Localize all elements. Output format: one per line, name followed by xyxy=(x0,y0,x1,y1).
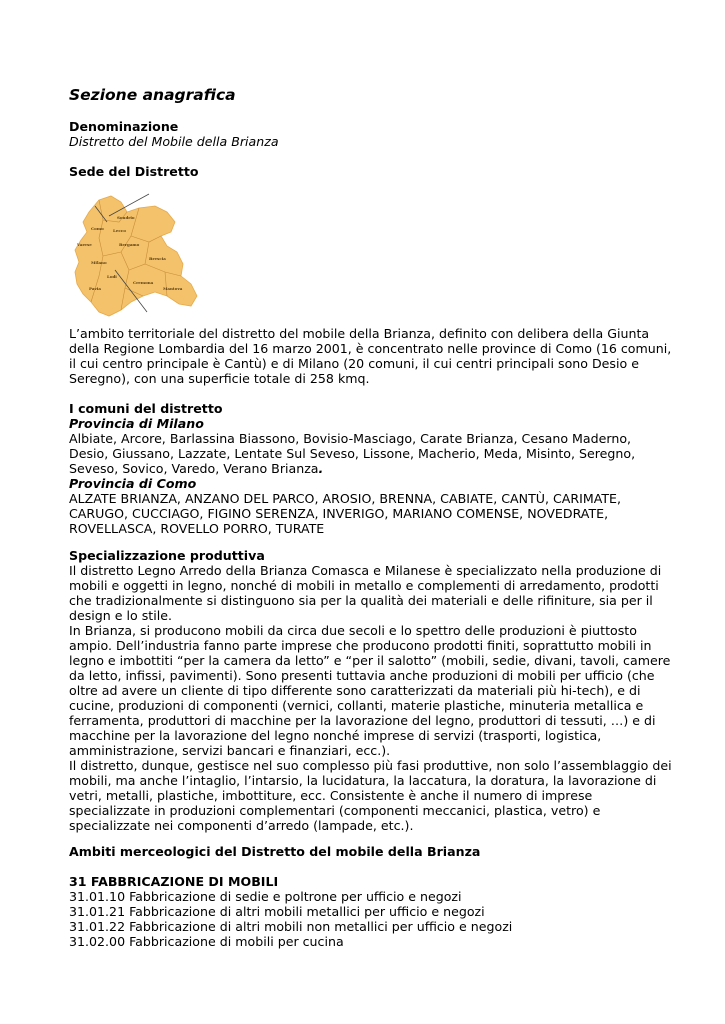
lombardy-map-image xyxy=(69,192,203,322)
text-line: che tradizionalmente si distinguono sia per la qualità dei materiali e delle rifiniture, sia per il xyxy=(69,593,653,608)
text-line: ampio. Dell’industria fanno parte imprese che producono prodotti finiti, soprattutto mobili in xyxy=(69,638,652,653)
map-label-brescia: Brescia xyxy=(149,256,166,261)
text-line: della Regione Lombardia del 16 marzo 2001, è concentrato nelle province di Como (16 comuni, xyxy=(69,341,672,356)
text-line: oltre ad avere un cliente di tipo differente sono caratterizzati da materiali più hi-tech), e di xyxy=(69,683,641,698)
text-line: 31.02.00 Fabbricazione di mobili per cucina xyxy=(69,934,344,949)
text-line: ROVELLASCA, ROVELLO PORRO, TURATE xyxy=(69,521,325,536)
section-title: Sezione anagrafica xyxy=(69,86,236,104)
text-line: mobili e oggetti in legno, nonché di mobili in metallo e complementi di arredamento, prodotti xyxy=(69,578,659,593)
text-line: Desio, Giussano, Lazzate, Lentate Sul Seveso, Lissone, Macherio, Meda, Misinto, Seregno, xyxy=(69,446,636,461)
text-line: Seregno), con una superficie totale di 258 kmq. xyxy=(69,371,370,386)
text-line: Il distretto, dunque, gestisce nel suo complesso più fasi produttive, non solo l’assemblaggio dei xyxy=(69,758,672,773)
denominazione-block xyxy=(69,119,669,149)
denominazione-heading: Denominazione xyxy=(69,119,179,134)
text-line: specializzate nei componenti d’arredo (lampade, etc.). xyxy=(69,818,414,833)
specializzazione-heading: Specializzazione produttiva xyxy=(69,548,265,563)
text-line: specializzate in produzioni complementari (componenti meccanici, plastica, vetro) e xyxy=(69,803,601,818)
text-line: amministrazione, servizi bancari e finanziari, ecc.). xyxy=(69,743,391,758)
fabbricazione-block xyxy=(69,874,669,949)
ambito-paragraph xyxy=(69,326,672,386)
text-line: mobili, ma anche l’intaglio, l’intarsio, la lucidatura, la laccatura, la doratura, la lavorazione di xyxy=(69,773,657,788)
map-label-sondrio: Sondrio xyxy=(117,215,135,220)
ambiti-block xyxy=(69,844,669,859)
text-line: Albiate, Arcore, Barlassina Biassono, Bovisio-Masciago, Carate Brianza, Cesano Maderno, xyxy=(69,431,632,446)
map-label-varese: Varese xyxy=(77,242,92,247)
map-label-lodi: Lodi xyxy=(107,274,117,279)
map-label-cremona: Cremona xyxy=(133,280,154,285)
map-label-bergamo: Bergamo xyxy=(119,242,140,247)
text-line: il cui centro principale è Cantù) e di Milano (20 comuni, il cui centri principali sono Desio e xyxy=(69,356,639,371)
text-line: 31.01.10 Fabbricazione di sedie e poltrone per ufficio e negozi xyxy=(69,889,462,904)
denominazione-value: Distretto del Mobile della Brianza xyxy=(69,134,279,149)
text-line: vetri, metalli, plastiche, imbottiture, ecc. Consistente è anche il numero di imprese xyxy=(69,788,593,803)
comuni-heading: I comuni del distretto xyxy=(69,401,223,416)
text-line: cucine, produzioni di componenti (vernici, collanti, materie plastiche, minuteria metallica e xyxy=(69,698,644,713)
text-line: ferramenta, produttori di macchine per la lavorazione del legno, produttori di tessuti, …) e di xyxy=(69,713,656,728)
text-line: L’ambito territoriale del distretto del mobile della Brianza, definito con delibera della Giunta xyxy=(69,326,650,341)
ambiti-heading: Ambiti merceologici del Distretto del mobile della Brianza xyxy=(69,844,481,859)
map-label-milano: Milano xyxy=(91,260,107,265)
specializzazione-block xyxy=(69,548,672,833)
text-line: Seveso, Sovico, Varedo, Verano Brianza xyxy=(69,461,319,476)
text-line: CARUGO, CUCCIAGO, FIGINO SERENZA, INVERIGO, MARIANO COMENSE, NOVEDRATE, xyxy=(69,506,609,521)
milano-end-mark: . xyxy=(318,461,324,476)
text-line: macchine per la lavorazione del legno nonché imprese di servizi (trasporti, logistica, xyxy=(69,728,602,743)
fabbricazione-heading: 31 FABBRICAZIONE DI MOBILI xyxy=(69,874,279,889)
map-label-mantova: Mantova xyxy=(163,286,183,291)
map-label-lecco: Lecco xyxy=(113,228,126,233)
sede-block xyxy=(69,164,669,179)
map-label-pavia: Pavia xyxy=(89,286,101,291)
text-line: Il distretto Legno Arredo della Brianza Comasca e Milanese è specializzato nella produzione di xyxy=(69,563,662,578)
text-line: ALZATE BRIANZA, ANZANO DEL PARCO, AROSIO, BRENNA, CABIATE, CANTÙ, CARIMATE, xyxy=(69,491,622,506)
provincia-como-heading: Provincia di Como xyxy=(69,476,197,491)
comuni-block xyxy=(69,401,669,536)
sede-heading: Sede del Distretto xyxy=(69,164,199,179)
text-line: da letto, infissi, pavimenti). Sono presenti tuttavia anche produzioni di mobili per ufficio (che xyxy=(69,668,655,683)
text-line: 31.01.22 Fabbricazione di altri mobili non metallici per ufficio e negozi xyxy=(69,919,513,934)
text-line: In Brianza, si producono mobili da circa due secoli e lo spettro delle produzioni è piuttosto xyxy=(69,623,637,638)
text-line: 31.01.21 Fabbricazione di altri mobili metallici per ufficio e negozi xyxy=(69,904,485,919)
milano-last-line xyxy=(69,461,669,476)
text-line: design e lo stile. xyxy=(69,608,172,623)
text-line: legno e imbottiti “per la camera da letto” e “per il salotto” (mobili, sedie, divani, tavoli, camere xyxy=(69,653,671,668)
provincia-milano-heading: Provincia di Milano xyxy=(69,416,204,431)
map-label-como: Como xyxy=(91,226,104,231)
